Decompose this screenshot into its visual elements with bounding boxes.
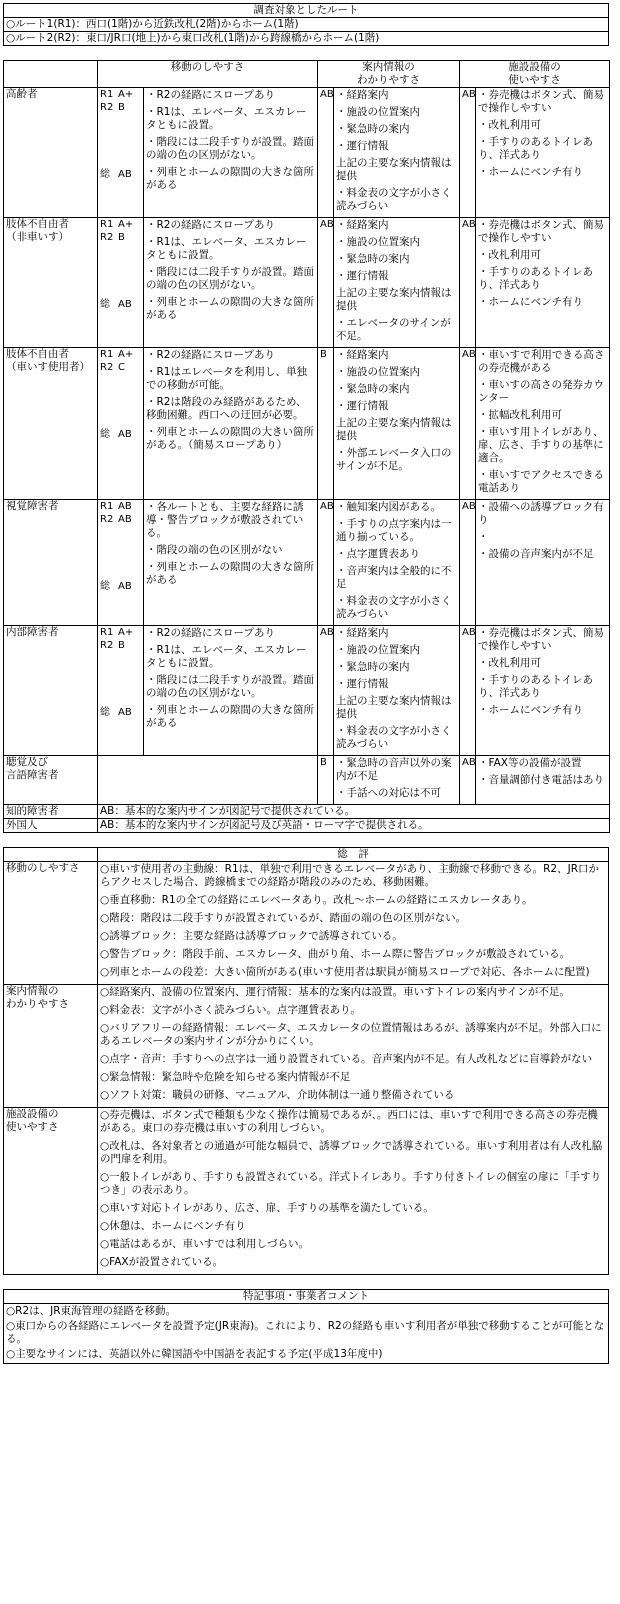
guidance-grade: AB <box>318 218 334 348</box>
header-mobility: 移動のしやすさ <box>98 61 318 88</box>
mobility-notes <box>144 626 318 756</box>
facility-note: ・手すりのあるトイレあり、洋式あり <box>478 674 593 699</box>
guidance-note: ・手話への対応は不可 <box>336 787 441 799</box>
grade-row <box>100 500 141 513</box>
guidance-grade: B <box>318 756 334 805</box>
user-category <box>4 348 98 500</box>
header-guidance-line-2: わかりやすさ <box>357 74 420 86</box>
facility-note: ・車いすで利用できる高さの券売機がある <box>478 349 605 374</box>
grade-label: R2 <box>100 102 114 113</box>
header-facility-line-1: 施設設備の <box>508 61 561 73</box>
summary-row <box>4 985 609 1108</box>
facility-grade: AB <box>460 756 476 805</box>
note-item: ○主要なサインには、英語以外に韓国語や中国語を表記する予定(平成13年度中) <box>6 1348 383 1360</box>
facility-note: ・改札利用可 <box>478 119 541 131</box>
eval-row <box>4 500 610 626</box>
guidance-note: ・施設の位置案内 <box>336 366 420 378</box>
grade-value: A+ <box>118 219 134 230</box>
user-category <box>4 756 98 805</box>
mobility-notes <box>144 500 318 626</box>
facility-notes <box>476 756 610 805</box>
eval-wide-row <box>4 819 610 833</box>
grade-label: 総 <box>100 429 110 440</box>
guidance-note: ・運行情報 <box>336 140 389 152</box>
summary-item: ○料金表：文字が小さく読みづらい。点字運賃表あり。 <box>100 1004 361 1016</box>
summary-header-blank <box>4 848 98 862</box>
grade-label: R1 <box>100 349 114 360</box>
grade-label: R1 <box>100 501 114 512</box>
grade-row <box>100 580 141 593</box>
guidance-grade: AB <box>318 626 334 756</box>
facility-grade: AB <box>460 500 476 626</box>
route-grades <box>98 348 144 500</box>
summary-item: ○改札は、各対象者との通過が可能な幅員で、誘導ブロックで誘導されている。車いす利用者は有人改札脇の門扉を利用。 <box>100 1140 603 1165</box>
facility-note: ・ホームにベンチ有り <box>478 704 583 716</box>
mobility-note: ・R2の経路にスロープあり <box>146 627 275 639</box>
grade-value: AB <box>118 501 132 512</box>
grade-value: A+ <box>118 349 134 360</box>
summary-category <box>4 862 98 985</box>
summary-item: ○垂直移動：R1の全ての経路にエレベータあり。改札～ホームの経路にエスカレータあり。 <box>100 894 533 906</box>
summary-category-line: 案内情報の <box>6 985 59 997</box>
facility-notes <box>476 348 610 500</box>
summary-category <box>4 1108 98 1275</box>
mobility-note: ・R1は、エレベータ、エスカレータともに設置。 <box>146 644 307 669</box>
mobility-note: ・R1はエレベータを利用し、単独での移動が可能。 <box>146 366 307 391</box>
facility-note: ・改札利用可 <box>478 249 541 261</box>
mobility-note: ・階段には二段手すりが設置。踏面の端の色の区別がない。 <box>146 674 314 699</box>
grade-label: R2 <box>100 362 114 373</box>
facility-note: ・車いす用トイレがあり、扉、広さ、手すりの基準に適合。 <box>478 426 604 464</box>
guidance-note: ・施設の位置案内 <box>336 644 420 656</box>
mobility-note: ・R2は階段のみ経路があるため、移動困難。西口への迂回が必要。 <box>146 396 307 421</box>
guidance-note: ・緊急時の案内 <box>336 383 410 395</box>
note-item: ○R2は、JR東海管理の経路を移動。 <box>6 1305 177 1317</box>
grade-value: A+ <box>118 89 134 100</box>
grade-label: R2 <box>100 640 114 651</box>
guidance-grade: AB <box>318 500 334 626</box>
facility-note: ・設備の音声案内が不足 <box>478 548 594 560</box>
route-2: ○ルート2(R2)：東口/JR口(地上)から東口改札(1階)から跨線橋からホーム(1階) <box>4 32 609 46</box>
user-category-line: 肢体不自由者 <box>6 348 69 360</box>
mobility-note: ・R1は、エレベータ、エスカレータともに設置。 <box>146 106 307 131</box>
facility-notes <box>476 500 610 626</box>
grade-value: B <box>118 232 125 243</box>
grade-row <box>100 513 141 526</box>
summary-category-line: 移動のしやすさ <box>6 862 80 874</box>
guidance-grade: B <box>318 348 334 500</box>
summary-item: ○ソフト対策：職員の研修、マニュアル、介助体制は一通り整備されている <box>100 1089 455 1101</box>
guidance-note: ・運行情報 <box>336 678 389 690</box>
user-category-line: 聴覚及び <box>6 756 48 768</box>
guidance-notes <box>334 88 460 218</box>
user-category <box>4 218 98 348</box>
notes-body <box>4 1304 609 1364</box>
grade-row <box>100 218 141 231</box>
eval-row <box>4 88 610 218</box>
guidance-note: ・エレベータのサインが不足。 <box>336 317 451 342</box>
guidance-notes <box>334 218 460 348</box>
grade-row <box>100 348 141 361</box>
mobility-note: ・階段には二段手すりが設置。踏面の端の色の区別がない。 <box>146 136 314 161</box>
route-grades <box>98 218 144 348</box>
facility-note: ・券売機はボタン式、簡易で操作しやすい <box>478 219 604 244</box>
user-category-line: （車いす使用者） <box>6 361 90 373</box>
user-category-line: 内部障害者 <box>6 626 59 638</box>
eval-wide-row <box>4 805 610 819</box>
guidance-note: ・料金表の文字が小さく読みづらい <box>336 725 452 750</box>
guidance-notes <box>334 626 460 756</box>
summary-item: ○券売機は、ボタン式で種類も少なく操作は簡易であるが、。西口には、車いすで利用できる高さの券売機がある。東口の券売機は車いすの利用しづらい。 <box>100 1109 598 1134</box>
user-category <box>4 626 98 756</box>
user-category: 知的障害者 <box>4 805 98 819</box>
facility-note: ・FAX等の設備が設置 <box>478 757 582 769</box>
guidance-note: ・緊急時の案内 <box>336 123 410 135</box>
mobility-note: ・階段の端の色の区別がない <box>146 544 283 556</box>
summary-item: ○休憩は、ホームにベンチ有り <box>100 1220 246 1232</box>
guidance-grade: AB <box>318 88 334 218</box>
grade-value: AB <box>118 169 132 180</box>
summary-item: ○警告ブロック：階段手前、エスカレータ、曲がり角、ホーム際に警告ブロックが敷設されている。 <box>100 948 571 960</box>
guidance-note: ・運行情報 <box>336 400 389 412</box>
route-grades <box>98 626 144 756</box>
grade-value: AB <box>118 299 132 310</box>
grade-label: R2 <box>100 514 114 525</box>
facility-note: ・車いすの高さの発券カウンター <box>478 379 604 404</box>
header-blank <box>4 61 98 88</box>
eval-row <box>4 756 610 805</box>
grade-row <box>100 626 141 639</box>
guidance-note: ・施設の位置案内 <box>336 236 420 248</box>
mobility-note: ・R2の経路にスロープあり <box>146 349 275 361</box>
route-1: ○ルート1(R1)：西口(1階)から近鉄改札(2階)からホーム(1階) <box>4 18 609 32</box>
summary-item: ○バリアフリーの経路情報：エレベータ、エスカレータの位置情報はあるが、誘導案内が不足。外部入口にあるエレベータの案内サインが分かりにくい。 <box>100 1022 602 1047</box>
summary-item: ○経路案内、設備の位置案内、運行情報：基本的な案内は設置。車いすトイレの案内サインが不足。 <box>100 986 570 998</box>
grade-label: R2 <box>100 232 114 243</box>
guidance-note: ・経路案内 <box>336 219 389 231</box>
guidance-note: ・触知案内図がある。 <box>336 501 441 513</box>
user-category: 外国人 <box>4 819 98 833</box>
mobility-empty <box>98 756 318 805</box>
summary-body <box>4 862 609 1275</box>
facility-note: ・音量調節付き電話はあり <box>478 774 604 786</box>
summary-item: ○緊急情報：緊急時や危険を知らせる案内情報が不足 <box>100 1071 351 1083</box>
guidance-notes <box>334 756 460 805</box>
guidance-note: ・経路案内 <box>336 349 389 361</box>
grade-label: 総 <box>100 299 110 310</box>
mobility-note: ・R2の経路にスロープあり <box>146 89 275 101</box>
user-category <box>4 88 98 218</box>
facility-grade: AB <box>460 626 476 756</box>
evaluation-body <box>4 88 610 833</box>
eval-row <box>4 218 610 348</box>
grade-row <box>100 231 141 244</box>
guidance-note: 上記の主要な案内情報は提供 <box>336 287 452 312</box>
summary-items <box>98 862 609 985</box>
mobility-note: ・列車とホームの隙間の大きい箇所がある。（簡易スロープあり） <box>146 426 314 451</box>
note-item: ○東口からの各経路にエレベータを設置予定(JR東海)。これにより、R2の経路も車いす利用者が単独で移動することが可能となる。 <box>6 1320 605 1345</box>
facility-grade: AB <box>460 348 476 500</box>
guidance-note: 上記の主要な案内情報は提供 <box>336 695 452 720</box>
guidance-note: ・外部エレベータ入口のサインが不足。 <box>336 447 452 472</box>
wide-row-text: AB：基本的な案内サインが図記号及び英語・ローマ字で提供される。 <box>98 819 610 833</box>
mobility-notes <box>144 348 318 500</box>
grade-value: B <box>118 102 125 113</box>
grade-row <box>100 361 141 374</box>
guidance-notes <box>334 348 460 500</box>
grade-row <box>100 88 141 101</box>
header-facility <box>460 61 610 88</box>
facility-note: ・ホームにベンチ有り <box>478 296 583 308</box>
grade-row <box>100 101 141 114</box>
summary-item: ○一般トイレがあり、手すりも設置されている。洋式トイレあり。手すり付きトイレの個室の扉に「手すりつき」の表示あり。 <box>100 1171 602 1196</box>
guidance-note: ・料金表の文字が小さく読みづらい <box>336 595 452 620</box>
guidance-note: ・緊急時の案内 <box>336 661 410 673</box>
mobility-notes <box>144 88 318 218</box>
summary-category-line: わかりやすさ <box>6 998 69 1010</box>
facility-notes <box>476 88 610 218</box>
facility-note: ・手すりのあるトイレあり、洋式あり <box>478 266 593 291</box>
notes-title: 特記事項・事業者コメント <box>4 1290 609 1304</box>
grade-label: R1 <box>100 219 114 230</box>
guidance-notes <box>334 500 460 626</box>
mobility-note: ・列車とホームの隙間の大きな箇所がある <box>146 166 314 191</box>
user-category-line: 言語障害者 <box>6 769 59 781</box>
facility-note: ・券売機はボタン式、簡易で操作しやすい <box>478 89 604 114</box>
summary-item: ○列車とホームの段差：大きい箇所がある(車いす使用者は駅員が簡易スロープで対応、各ホームに配置) <box>100 966 590 978</box>
header-guidance <box>318 61 460 88</box>
grade-row <box>100 298 141 311</box>
summary-item: ○FAXが設置されている。 <box>100 1256 224 1268</box>
facility-note: ・車いすでアクセスできる電話あり <box>478 469 604 494</box>
facility-note: ・改札利用可 <box>478 657 541 669</box>
mobility-notes <box>144 218 318 348</box>
grade-label: 総 <box>100 169 110 180</box>
facility-grade: AB <box>460 218 476 348</box>
guidance-note: ・経路案内 <box>336 89 389 101</box>
summary-table <box>3 847 609 1275</box>
user-category-line: 高齢者 <box>6 88 38 100</box>
guidance-note: ・施設の位置案内 <box>336 106 420 118</box>
notes-table <box>3 1289 609 1364</box>
guidance-note: ・手すりの点字案内は一通り揃っている。 <box>336 518 452 543</box>
grade-row <box>100 428 141 441</box>
facility-notes <box>476 626 610 756</box>
grade-value: AB <box>118 514 132 525</box>
summary-item: ○誘導ブロック：主要な経路は誘導ブロックで誘導されている。 <box>100 930 403 942</box>
user-category-line: 肢体不自由者 <box>6 218 69 230</box>
summary-title: 総 評 <box>98 848 609 862</box>
summary-category-line: 使いやすさ <box>6 1121 59 1133</box>
guidance-note: ・経路案内 <box>336 627 389 639</box>
guidance-note: ・緊急時の案内 <box>336 253 410 265</box>
facility-note: ・券売機はボタン式、簡易で操作しやすい <box>478 627 604 652</box>
survey-title: 調査対象としたルート <box>4 4 609 18</box>
grade-value: A+ <box>118 627 134 638</box>
summary-item: ○車いす対応トイレがあり、広さ、扉、手すりの基準を満たしている。 <box>100 1202 434 1214</box>
grade-row <box>100 639 141 652</box>
guidance-note: ・料金表の文字が小さく読みづらい <box>336 187 452 212</box>
summary-items <box>98 1108 609 1275</box>
facility-note: ・ホームにベンチ有り <box>478 166 583 178</box>
mobility-note: ・列車とホームの隙間の大きな箇所がある <box>146 296 314 321</box>
guidance-note: ・点字運賃表あり <box>336 548 420 560</box>
evaluation-table <box>3 60 610 833</box>
guidance-note: 上記の主要な案内情報は提供 <box>336 417 452 442</box>
facility-note: ・設備への誘導ブロック有り <box>478 501 604 526</box>
summary-item: ○電話はあるが、車いすでは利用しづらい。 <box>100 1238 309 1250</box>
summary-row <box>4 1108 609 1275</box>
header-facility-line-2: 使いやすさ <box>508 74 561 86</box>
summary-item: ○階段：階段は二段手すりが設置されているが、踏面の端の色の区別がない。 <box>100 912 467 924</box>
mobility-note: ・各ルートとも、主要な経路に誘導・警告ブロックが敷設されている。 <box>146 501 304 539</box>
survey-route-table <box>3 3 609 46</box>
summary-items <box>98 985 609 1108</box>
route-grades <box>98 500 144 626</box>
mobility-note: ・列車とホームの隙間の大きな箇所がある <box>146 561 314 586</box>
user-category-line: 視覚障害者 <box>6 500 59 512</box>
summary-category <box>4 985 98 1108</box>
document <box>3 3 609 1364</box>
facility-note: ・拡幅改札利用可 <box>478 409 562 421</box>
grade-value: AB <box>118 429 132 440</box>
grade-row <box>100 168 141 181</box>
grade-value: C <box>118 362 125 373</box>
user-category-line: （非車いす） <box>6 231 69 243</box>
grade-label: 総 <box>100 581 110 592</box>
summary-item: ○点字・音声：手すりへの点字は一通り設置されている。音声案内が不足。有人改札などに盲導鈴がない <box>100 1053 593 1065</box>
grade-value: AB <box>118 581 132 592</box>
summary-item: ○車いす使用者の主動線：R1は、単独で利用できるエレベータがあり、主動線で移動できる。R2、JR口からアクセスした場合、跨線橋までの経路が階段のみのため、移動困難。 <box>100 863 600 888</box>
facility-note: ・ <box>478 531 489 543</box>
facility-grade: AB <box>460 88 476 218</box>
guidance-note: ・運行情報 <box>336 270 389 282</box>
grade-label: 総 <box>100 707 110 718</box>
mobility-note: ・R2の経路にスロープあり <box>146 219 275 231</box>
facility-note: ・手すりのあるトイレあり、洋式あり <box>478 136 593 161</box>
grade-row <box>100 706 141 719</box>
grade-label: R1 <box>100 627 114 638</box>
wide-row-text: AB：基本的な案内サインが図記号で提供されている。 <box>98 805 610 819</box>
grade-value: AB <box>118 707 132 718</box>
facility-notes <box>476 218 610 348</box>
user-category <box>4 500 98 626</box>
eval-row <box>4 626 610 756</box>
mobility-note: ・階段には二段手すりが設置。踏面の端の色の区別がない。 <box>146 266 314 291</box>
guidance-note: ・音声案内は全般的に不足 <box>336 565 452 590</box>
summary-row <box>4 862 609 985</box>
mobility-note: ・R1は、エレベータ、エスカレータともに設置。 <box>146 236 307 261</box>
grade-label: R1 <box>100 89 114 100</box>
mobility-note: ・列車とホームの隙間の大きな箇所がある <box>146 704 314 729</box>
guidance-note: 上記の主要な案内情報は提供 <box>336 157 452 182</box>
guidance-note: ・緊急時の音声以外の案内が不足 <box>336 757 452 782</box>
grade-value: B <box>118 640 125 651</box>
eval-row <box>4 348 610 500</box>
route-grades <box>98 88 144 218</box>
header-guidance-line-1: 案内情報の <box>362 61 415 73</box>
summary-category-line: 施設設備の <box>6 1108 59 1120</box>
